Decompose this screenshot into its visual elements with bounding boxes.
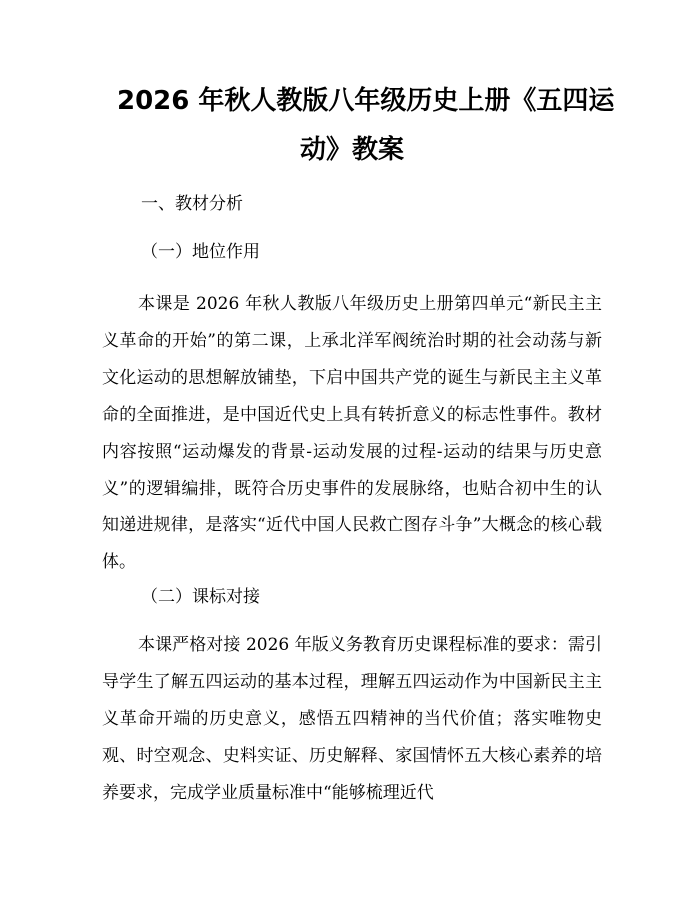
document-title-line-2: 动》教案 (300, 135, 405, 165)
section-heading-textbook-analysis: 一、教材分析 (141, 194, 243, 214)
subsection-heading-curriculum-standard: （二）课标对接 (141, 587, 260, 607)
document-title-line-1: 2026 年秋人教版八年级历史上册《五四运 (117, 86, 615, 116)
subsection-heading-position-role: （一）地位作用 (141, 242, 260, 262)
paragraph-curriculum-standard: 本课严格对接 2026 年版义务教育历史课程标准的要求：需引导学生了解五四运动的基本过程，理解五四运动作为中国新民主主义革命开端的历史意义，感悟五四精神的当代价值；落实唯物史观、时空观念、史料实证、历史解释、家国情怀五大核心素养的培养要求，完成学业质量标准中“能够梳理近代 (102, 635, 602, 803)
paragraph-position-role: 本课是 2026 年秋人教版八年级历史上册第四单元“新民主主义革命的开始”的第二课，上承北洋军阀统治时期的社会动荡与新文化运动的思想解放铺垫，下启中国共产党的诞生与新民主主义革命的全面推进，是中国近代史上具有转折意义的标志性事件。教材内容按照“运动爆发的背景-运动发展的过程-运动的结果与历史意义”的逻辑编排，既符合历史事件的发展脉络，也贴合初中生的认知递进规律，是落实“近代中国人民救亡图存斗争”大概念的核心载体。 (102, 294, 602, 573)
